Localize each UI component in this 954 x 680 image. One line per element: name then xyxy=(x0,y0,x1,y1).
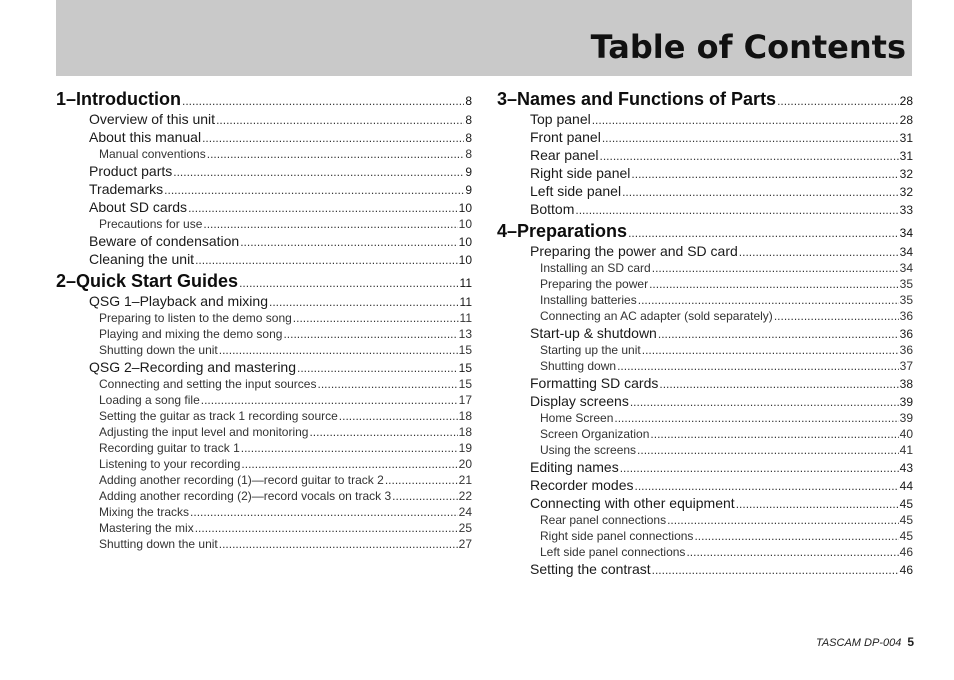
dot-leader xyxy=(216,113,464,127)
toc-entry-title: Right side panel xyxy=(530,165,631,181)
toc-entry-page: 33 xyxy=(899,203,913,217)
toc-entry-page: 32 xyxy=(899,167,913,181)
dot-leader xyxy=(694,529,898,543)
toc-subsection-entry[interactable] xyxy=(56,377,472,393)
toc-section-entry[interactable] xyxy=(56,163,472,181)
toc-entry-title: Shutting down xyxy=(540,359,617,373)
toc-subsection-entry[interactable] xyxy=(56,537,472,553)
dot-leader xyxy=(592,113,899,127)
toc-section-entry[interactable] xyxy=(497,459,913,477)
toc-entry-title: Rear panel xyxy=(530,147,599,163)
toc-subsection-entry[interactable] xyxy=(56,505,472,521)
toc-entry-title: Setting the contrast xyxy=(530,561,651,577)
dot-leader xyxy=(658,327,899,341)
dot-leader xyxy=(635,479,899,493)
toc-chapter-entry[interactable] xyxy=(497,89,913,111)
toc-entry-page: 11 xyxy=(459,276,472,290)
toc-section-entry[interactable] xyxy=(497,561,913,579)
dot-leader xyxy=(686,545,898,559)
dot-leader xyxy=(269,295,459,309)
toc-entry-page: 46 xyxy=(899,563,913,577)
toc-section-entry[interactable] xyxy=(497,375,913,393)
dot-leader xyxy=(649,277,899,291)
toc-entry-title: Rear panel connections xyxy=(540,513,667,527)
toc-section-entry[interactable] xyxy=(56,111,472,129)
toc-entry-page: 9 xyxy=(465,183,472,197)
toc-entry-page: 10 xyxy=(458,217,472,231)
dot-leader xyxy=(659,377,898,391)
toc-entry-page: 24 xyxy=(458,505,472,519)
toc-entry-title: Recorder modes xyxy=(530,477,634,493)
toc-entry-title: Display screens xyxy=(530,393,629,409)
toc-entry-title: Front panel xyxy=(530,129,601,145)
toc-entry-title: 2–Quick Start Guides xyxy=(56,271,239,291)
toc-subsection-entry[interactable] xyxy=(497,261,913,277)
dot-leader xyxy=(739,245,899,259)
toc-chapter-entry[interactable] xyxy=(56,89,472,111)
toc-entry-page: 36 xyxy=(899,327,913,341)
toc-section-entry[interactable] xyxy=(497,393,913,411)
toc-section-entry[interactable] xyxy=(56,359,472,377)
dot-leader xyxy=(628,226,899,240)
toc-entry-page: 19 xyxy=(458,441,472,455)
toc-entry-page: 43 xyxy=(899,461,913,475)
toc-subsection-entry[interactable] xyxy=(56,457,472,473)
dot-leader xyxy=(173,165,464,179)
toc-entry-title: Setting the guitar as track 1 recording source xyxy=(99,409,338,423)
dot-leader xyxy=(164,183,464,197)
dot-leader xyxy=(631,167,898,181)
toc-entry-page: 34 xyxy=(899,226,913,240)
toc-entry-page: 18 xyxy=(458,425,472,439)
toc-entry-title: Beware of condensation xyxy=(89,233,240,249)
dot-leader xyxy=(240,235,457,249)
toc-entry-title: Listening to your recording xyxy=(99,457,241,471)
toc-entry-title: Adding another recording (1)—record guitar to track 2 xyxy=(99,473,384,487)
toc-entry-title: Left side panel xyxy=(530,183,622,199)
toc-entry-page: 28 xyxy=(899,94,913,108)
dot-leader xyxy=(241,457,457,471)
toc-subsection-entry[interactable] xyxy=(497,427,913,443)
dot-leader xyxy=(241,441,458,455)
toc-subsection-entry[interactable] xyxy=(56,473,472,489)
dot-leader xyxy=(630,395,899,409)
dot-leader xyxy=(638,293,899,307)
toc-entry-page: 39 xyxy=(899,395,913,409)
toc-subsection-entry[interactable] xyxy=(56,521,472,537)
toc-entry-page: 25 xyxy=(458,521,472,535)
toc-subsection-entry[interactable] xyxy=(56,409,472,425)
toc-entry-title: Shutting down the unit xyxy=(99,343,218,357)
toc-chapter-entry[interactable] xyxy=(56,271,472,293)
toc-section-entry[interactable] xyxy=(497,201,913,219)
toc-subsection-entry[interactable] xyxy=(497,411,913,427)
dot-leader xyxy=(182,94,464,108)
toc-entry-page: 10 xyxy=(458,235,472,249)
toc-entry-title: Formatting SD cards xyxy=(530,375,659,391)
toc-entry-page: 39 xyxy=(899,411,913,425)
toc-subsection-entry[interactable] xyxy=(497,309,913,325)
dot-leader xyxy=(620,461,899,475)
toc-entry-title: Editing names xyxy=(530,459,619,475)
toc-entry-title: Preparing to listen to the demo song xyxy=(99,311,292,325)
toc-entry-title: Connecting with other equipment xyxy=(530,495,735,511)
dot-leader xyxy=(614,411,898,425)
toc-section-entry[interactable] xyxy=(497,243,913,261)
dot-leader xyxy=(219,537,458,551)
toc-subsection-entry[interactable] xyxy=(497,545,913,561)
toc-entry-title: 4–Preparations xyxy=(497,221,628,241)
dot-leader xyxy=(652,563,899,577)
toc-entry-page: 27 xyxy=(458,537,472,551)
toc-entry-title: Cleaning the unit xyxy=(89,251,195,267)
toc-entry-page: 46 xyxy=(899,545,913,559)
toc-entry-title: Installing an SD card xyxy=(540,261,651,275)
toc-entry-page: 34 xyxy=(899,261,913,275)
dot-leader xyxy=(667,513,899,527)
toc-chapter-entry[interactable] xyxy=(497,221,913,243)
toc-entry-page: 36 xyxy=(899,343,913,357)
dot-leader xyxy=(652,261,899,275)
toc-entry-title: Bottom xyxy=(530,201,575,217)
page-title: Table of Contents xyxy=(590,28,906,66)
toc-entry-title: Preparing the power xyxy=(540,277,649,291)
toc-section-entry[interactable] xyxy=(56,233,472,251)
dot-leader xyxy=(339,409,458,423)
toc-entry-title: Adding another recording (2)—record vocals on track 3 xyxy=(99,489,392,503)
page-footer xyxy=(816,635,914,649)
toc-entry-page: 11 xyxy=(459,295,472,309)
dot-leader xyxy=(207,147,465,161)
dot-leader xyxy=(317,377,457,391)
toc-subsection-entry[interactable] xyxy=(56,311,472,327)
toc-subsection-entry[interactable] xyxy=(497,529,913,545)
toc-entry-title: Manual conventions xyxy=(99,147,206,161)
toc-subsection-entry[interactable] xyxy=(56,441,472,457)
toc-entry-title: Product parts xyxy=(89,163,173,179)
toc-entry-title: Screen Organization xyxy=(540,427,650,441)
toc-entry-page: 45 xyxy=(899,513,913,527)
dot-leader xyxy=(622,185,899,199)
dot-leader xyxy=(736,497,899,511)
toc-entry-title: Right side panel connections xyxy=(540,529,694,543)
toc-entry-page: 10 xyxy=(458,253,472,267)
dot-leader xyxy=(642,343,899,357)
dot-leader xyxy=(385,473,458,487)
toc-column-right xyxy=(497,89,913,579)
toc-entry-page: 22 xyxy=(458,489,472,503)
toc-entry-title: Top panel xyxy=(530,111,591,127)
toc-entry-title: Preparing the power and SD card xyxy=(530,243,738,259)
toc-subsection-entry[interactable] xyxy=(497,277,913,293)
toc-subsection-entry[interactable] xyxy=(497,293,913,309)
dot-leader xyxy=(297,361,458,375)
toc-entry-page: 9 xyxy=(465,165,472,179)
toc-entry-page: 21 xyxy=(458,473,472,487)
toc-entry-page: 32 xyxy=(899,185,913,199)
dot-leader xyxy=(575,203,898,217)
toc-section-entry[interactable] xyxy=(56,251,472,269)
toc-section-entry[interactable] xyxy=(497,111,913,129)
dot-leader xyxy=(190,505,458,519)
dot-leader xyxy=(202,131,464,145)
toc-subsection-entry[interactable] xyxy=(497,443,913,459)
dot-leader xyxy=(392,489,457,503)
toc-entry-page: 41 xyxy=(899,443,913,457)
toc-entry-title: Mastering the mix xyxy=(99,521,194,535)
toc-subsection-entry[interactable] xyxy=(56,425,472,441)
footer-product: TASCAM DP-004 xyxy=(815,637,902,649)
dot-leader xyxy=(195,521,458,535)
toc-entry-title: Starting up the unit xyxy=(540,343,641,357)
toc-entry-page: 15 xyxy=(458,377,472,391)
toc-subsection-entry[interactable] xyxy=(497,513,913,529)
toc-entry-page: 44 xyxy=(899,479,913,493)
toc-section-entry[interactable] xyxy=(497,165,913,183)
toc-column-left xyxy=(56,89,472,553)
toc-entry-page: 13 xyxy=(458,327,472,341)
toc-subsection-entry[interactable] xyxy=(56,217,472,233)
toc-entry-title: QSG 2–Recording and mastering xyxy=(89,359,296,375)
toc-section-entry[interactable] xyxy=(497,495,913,513)
toc-subsection-entry[interactable] xyxy=(56,489,472,505)
dot-leader xyxy=(602,131,899,145)
toc-entry-page: 11 xyxy=(459,311,472,325)
toc-entry-title: Using the screens xyxy=(540,443,637,457)
toc-entry-title: 1–Introduction xyxy=(56,89,181,109)
toc-entry-page: 37 xyxy=(899,359,913,373)
dot-leader xyxy=(203,217,457,231)
toc-entry-page: 8 xyxy=(465,147,472,161)
toc-entry-page: 8 xyxy=(465,131,472,145)
toc-entry-page: 17 xyxy=(458,393,472,407)
dot-leader xyxy=(309,425,457,439)
toc-entry-page: 15 xyxy=(458,343,472,357)
toc-section-entry[interactable] xyxy=(497,183,913,201)
dot-leader xyxy=(600,149,899,163)
toc-subsection-entry[interactable] xyxy=(497,359,913,375)
toc-section-entry[interactable] xyxy=(56,293,472,311)
title-banner xyxy=(56,0,912,76)
dot-leader xyxy=(777,94,899,108)
toc-entry-page: 38 xyxy=(899,377,913,391)
toc-entry-title: Left side panel connections xyxy=(540,545,686,559)
toc-entry-title: Shutting down the unit xyxy=(99,537,218,551)
dot-leader xyxy=(650,427,898,441)
toc-entry-title: Connecting an AC adapter (sold separately) xyxy=(540,309,773,323)
toc-entry-page: 45 xyxy=(899,529,913,543)
dot-leader xyxy=(239,276,458,290)
toc-entry-title: Playing and mixing the demo song xyxy=(99,327,283,341)
dot-leader xyxy=(617,359,899,373)
toc-entry-title: Loading a song file xyxy=(99,393,200,407)
toc-entry-page: 20 xyxy=(458,457,472,471)
toc-entry-title: Mixing the tracks xyxy=(99,505,190,519)
toc-entry-page: 31 xyxy=(899,131,913,145)
dot-leader xyxy=(195,253,458,267)
dot-leader xyxy=(219,343,458,357)
toc-subsection-entry[interactable] xyxy=(56,343,472,359)
toc-entry-page: 36 xyxy=(899,309,913,323)
toc-subsection-entry[interactable] xyxy=(56,393,472,409)
toc-entry-page: 15 xyxy=(458,361,472,375)
toc-entry-title: Adjusting the input level and monitoring xyxy=(99,425,309,439)
footer-page-number: 5 xyxy=(907,635,914,649)
toc-entry-title: About this manual xyxy=(89,129,202,145)
toc-section-entry[interactable] xyxy=(56,129,472,147)
toc-entry-title: QSG 1–Playback and mixing xyxy=(89,293,268,309)
toc-subsection-entry[interactable] xyxy=(56,147,472,163)
toc-entry-page: 8 xyxy=(465,113,472,127)
toc-entry-title: Overview of this unit xyxy=(89,111,216,127)
toc-entry-page: 31 xyxy=(899,149,913,163)
toc-entry-title: Connecting and setting the input sources xyxy=(99,377,317,391)
toc-section-entry[interactable] xyxy=(497,129,913,147)
toc-entry-page: 18 xyxy=(458,409,472,423)
toc-entry-title: Precautions for use xyxy=(99,217,203,231)
toc-entry-page: 10 xyxy=(458,201,472,215)
toc-section-entry[interactable] xyxy=(497,325,913,343)
toc-entry-title: Recording guitar to track 1 xyxy=(99,441,240,455)
dot-leader xyxy=(293,311,459,325)
toc-entry-title: Start-up & shutdown xyxy=(530,325,657,341)
toc-entry-page: 34 xyxy=(899,245,913,259)
toc-entry-page: 8 xyxy=(465,94,472,108)
toc-entry-title: About SD cards xyxy=(89,199,188,215)
dot-leader xyxy=(201,393,458,407)
toc-entry-page: 40 xyxy=(899,427,913,441)
toc-subsection-entry[interactable] xyxy=(497,343,913,359)
toc-entry-title: Installing batteries xyxy=(540,293,637,307)
dot-leader xyxy=(774,309,899,323)
toc-entry-page: 35 xyxy=(899,293,913,307)
dot-leader xyxy=(188,201,458,215)
toc-section-entry[interactable] xyxy=(497,477,913,495)
toc-entry-title: Trademarks xyxy=(89,181,164,197)
toc-section-entry[interactable] xyxy=(56,181,472,199)
toc-entry-title: Home Screen xyxy=(540,411,614,425)
dot-leader xyxy=(283,327,457,341)
dot-leader xyxy=(637,443,899,457)
toc-subsection-entry[interactable] xyxy=(56,327,472,343)
toc-section-entry[interactable] xyxy=(497,147,913,165)
toc-entry-page: 45 xyxy=(899,497,913,511)
toc-entry-title: 3–Names and Functions of Parts xyxy=(497,89,777,109)
toc-section-entry[interactable] xyxy=(56,199,472,217)
toc-entry-page: 28 xyxy=(899,113,913,127)
toc-entry-page: 35 xyxy=(899,277,913,291)
